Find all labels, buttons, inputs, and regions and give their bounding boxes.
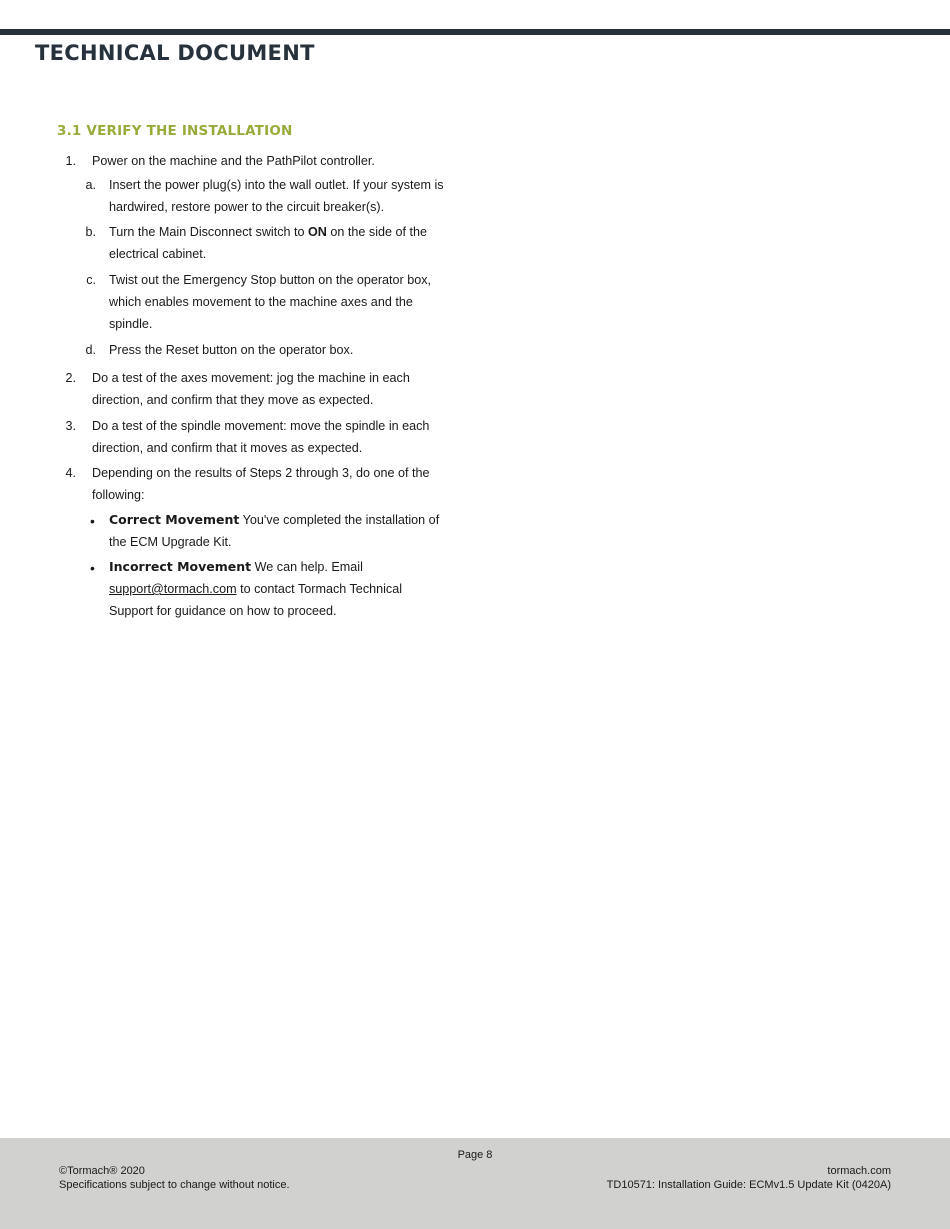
bullet-icon: •: [90, 513, 95, 529]
footer-left: [59, 1164, 290, 1192]
step-text: Do a test of the axes movement: jog the machine in each direction, and confirm that they move as expected.: [92, 371, 410, 407]
substep-label: a.: [85, 178, 96, 192]
text-part: to contact Tormach Technical Support for guidance on how to proceed.: [109, 582, 403, 618]
substep-text: Twist out the Emergency Stop button on the operator box, which enables movement to the machine axes and the spindle.: [109, 273, 432, 331]
switch-state: ON: [308, 225, 327, 239]
bullet-icon: •: [90, 560, 95, 576]
bullet-heading: Correct Movement: [109, 512, 240, 527]
website: tormach.com: [827, 1165, 891, 1177]
text-part: We can help. Email: [251, 560, 363, 574]
notice: Specifications subject to change without notice.: [59, 1179, 290, 1191]
step-number: 4.: [65, 466, 76, 480]
step-number: 1.: [65, 154, 76, 168]
section-heading: 3.1 VERIFY THE INSTALLATION: [57, 123, 293, 139]
copyright: ©Tormach® 2020: [59, 1165, 145, 1177]
bullet-text: [109, 509, 454, 553]
step-text: Depending on the results of Steps 2 through 3, do one of the following:: [92, 466, 430, 502]
text-part: Turn the Main Disconnect switch to: [109, 225, 309, 239]
text-part: on the side of the electrical cabinet.: [109, 225, 428, 261]
step-text: Power on the machine and the PathPilot controller.: [92, 154, 375, 168]
header-rule: [0, 29, 950, 35]
step-number: 3.: [65, 419, 76, 433]
step-text: Do a test of the spindle movement: move the spindle in each direction, and confirm that it moves as expected.: [92, 419, 430, 455]
text-part: You've completed the installation of the ECM Upgrade Kit.: [109, 513, 440, 549]
substep-text: Press the Reset button on the operator box.: [109, 343, 354, 357]
footer-right: [607, 1164, 891, 1192]
substep-label: c.: [86, 273, 96, 287]
substep-text: [109, 221, 454, 265]
substep-text: Insert the power plug(s) into the wall outlet. If your system is hardwired, restore power to the circuit breaker(s).: [109, 178, 444, 214]
page-footer: [0, 1138, 950, 1229]
document-id: TD10571: Installation Guide: ECMv1.5 Update Kit (0420A): [606, 1179, 891, 1191]
substep-label: b.: [85, 225, 96, 239]
page-number: Page 8: [457, 1149, 493, 1161]
step-number: 2.: [65, 371, 76, 385]
document-title: TECHNICAL DOCUMENT: [35, 41, 315, 65]
support-email-link[interactable]: support@tormach.com: [109, 582, 237, 596]
bullet-text: [109, 556, 429, 622]
substep-label: d.: [85, 343, 96, 357]
bullet-heading: Incorrect Movement: [109, 559, 252, 574]
